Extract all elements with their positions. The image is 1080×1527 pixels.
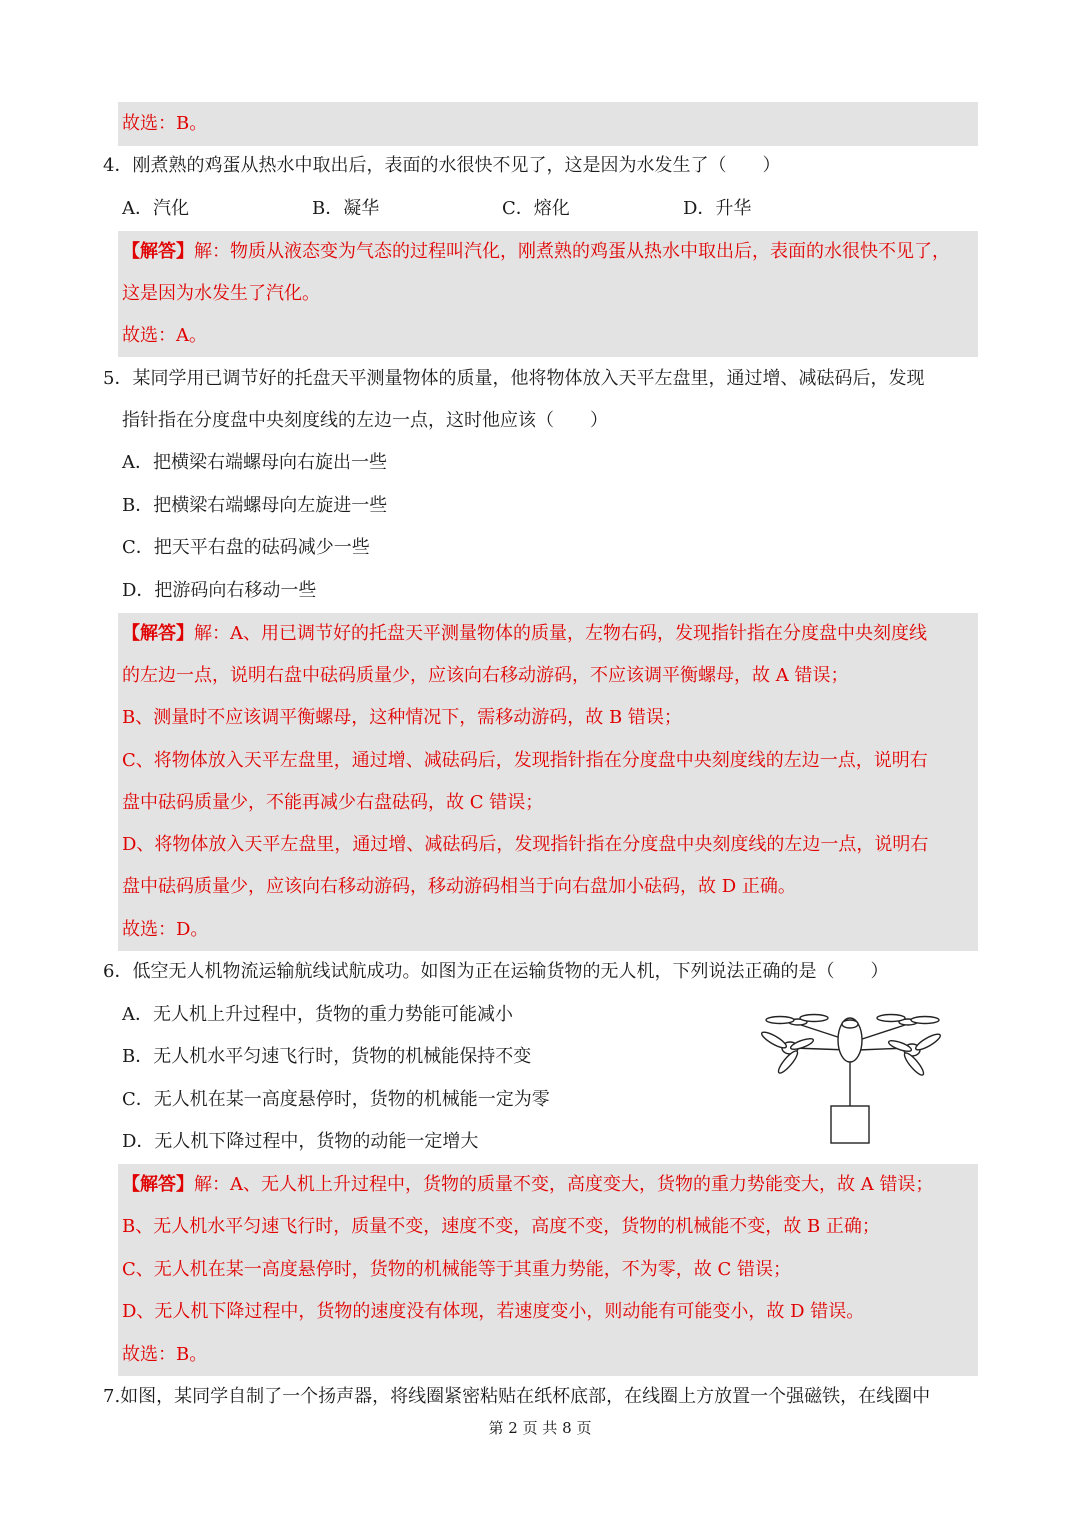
q6-option-a: A．无人机上升过程中，货物的重力势能可能减小	[122, 1004, 513, 1025]
q5-number: 5．	[103, 368, 133, 389]
q5-option-c: C．把天平右盘的砝码减少一些	[122, 537, 370, 558]
q6-answer-line-4: D、无人机下降过程中，货物的速度没有体现，若速度变小，则动能有可能变小，故 D 错误。	[122, 1301, 865, 1322]
q5-answer-line-3: B、测量时不应该调平衡螺母，这种情况下，需移动游码，故 B 错误；	[122, 707, 682, 728]
q4-text: 刚煮熟的鸡蛋从热水中取出后，表面的水很快不见了，这是因为水发生了（ ）	[132, 155, 781, 176]
q6-option-d: D．无人机下降过程中，货物的动能一定增大	[122, 1131, 479, 1152]
q4-stem	[103, 145, 977, 187]
q6-text: 低空无人机物流运输航线试航成功。如图为正在运输货物的无人机，下列说法正确的是（ ）	[132, 961, 889, 982]
q5-stem-line-2: 指针指在分度盘中央刻度线的左边一点，这时他应该（ ）	[122, 410, 608, 431]
q6-answer-line-1	[122, 1164, 977, 1206]
page-footer: 第 2 页 共 8 页	[488, 1419, 592, 1437]
q6-answer-text-1: 解：A、无人机上升过程中，货物的质量不变，高度变大，货物的重力势能变大，故 A 错误；	[194, 1174, 934, 1195]
q6-choice: 故选：B。	[122, 1344, 208, 1365]
q5-option-b: B．把横梁右端螺母向左旋进一些	[122, 495, 388, 516]
q4-option-d: D．升华	[683, 198, 752, 219]
q4-option-c: C．熔化	[502, 198, 570, 219]
q4-answer-text-1: 解：物质从液态变为气态的过程叫汽化，刚煮熟的鸡蛋从热水中取出后，表面的水很快不见了，	[194, 241, 950, 262]
q4-answer-line-2: 这是因为水发生了汽化。	[122, 283, 320, 304]
q5-option-a: A．把横梁右端螺母向右旋出一些	[122, 452, 387, 473]
q5-option-d: D．把游码向右移动一些	[122, 580, 317, 601]
q4-number: 4．	[103, 155, 133, 176]
q5-answer-line-2: 的左边一点，说明右盘中砝码质量少，应该向右移动游码，不应该调平衡螺母，故 A 错误；	[122, 665, 849, 686]
q6-answer-line-2: B、无人机水平匀速飞行时，质量不变，速度不变，高度不变，货物的机械能不变，故 B 正确；	[122, 1216, 880, 1237]
q5-answer-tag: 【解答】	[122, 623, 194, 644]
q6-answer-line-3: C、无人机在某一高度悬停时，货物的机械能等于其重力势能，不为零，故 C 错误；	[122, 1259, 791, 1280]
q5-stem-line-1	[103, 358, 977, 400]
q5-answer-line-6: D、将物体放入天平左盘里，通过增、减砝码后，发现指针指在分度盘中央刻度线的左边一点，说明右	[122, 834, 929, 855]
q7-stem: 7.如图，某同学自制了一个扬声器，将线圈紧密粘贴在纸杯底部，在线圈上方放置一个强磁铁，在线圈中	[103, 1386, 931, 1407]
q4-choice: 故选：A。	[122, 325, 207, 346]
drone-figure	[758, 1010, 948, 1150]
q5-answer-line-1	[122, 613, 977, 655]
q6-option-c: C．无人机在某一高度悬停时，货物的机械能一定为零	[122, 1089, 550, 1110]
q6-stem	[103, 951, 977, 993]
prev-choice: 故选：B。	[122, 113, 208, 134]
q4-options	[122, 188, 751, 230]
q4-answer-tag: 【解答】	[122, 241, 194, 262]
q5-answer-line-5: 盘中砝码质量少，不能再减少右盘砝码，故 C 错误；	[122, 792, 544, 813]
q5-choice: 故选：D。	[122, 919, 209, 940]
q5-answer-text-1: 解：A、用已调节好的托盘天平测量物体的质量，左物右码，发现指针指在分度盘中央刻度线	[194, 623, 927, 644]
q6-answer-tag: 【解答】	[122, 1174, 194, 1195]
q6-option-b: B．无人机水平匀速飞行时，货物的机械能保持不变	[122, 1046, 532, 1067]
q4-answer-line-1	[122, 231, 977, 273]
q4-option-b: B．凝华	[312, 198, 380, 219]
q6-number: 6．	[103, 961, 133, 982]
q5-answer-line-7: 盘中砝码质量少，应该向右移动游码，移动游码相当于向右盘加小砝码，故 D 正确。	[122, 876, 796, 897]
q5-answer-line-4: C、将物体放入天平左盘里，通过增、减砝码后，发现指针指在分度盘中央刻度线的左边一点，说明右	[122, 750, 928, 771]
q4-option-a: A．汽化	[122, 198, 189, 219]
q5-text-1: 某同学用已调节好的托盘天平测量物体的质量，他将物体放入天平左盘里，通过增、减砝码后，发现	[132, 368, 925, 389]
